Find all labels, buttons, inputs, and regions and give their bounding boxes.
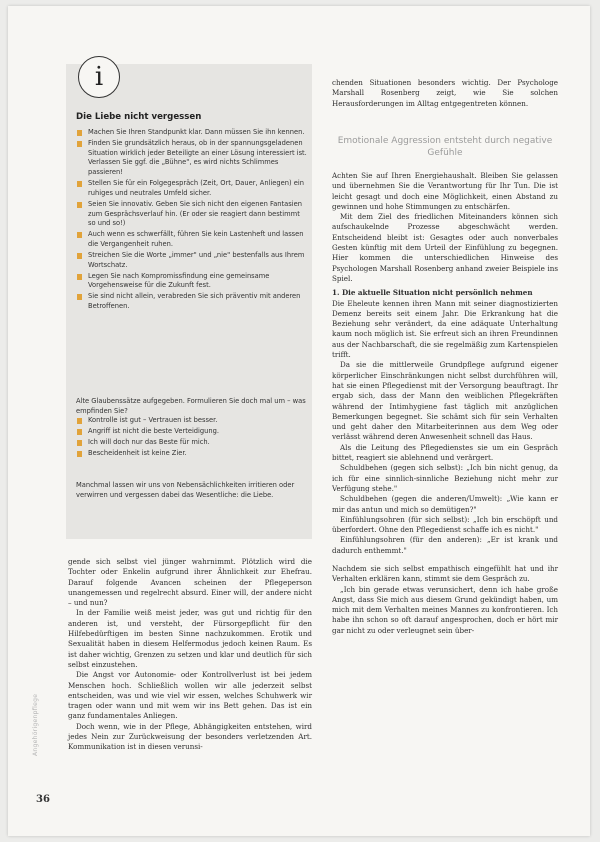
paragraph: Die Angst vor Autonomie- oder Kontrollverlust ist bei jedem Menschen hoch. Schließlich wollen wir alle jederzeit selbst entscheiden, was und wie viel wir essen, welches Schuhwerk wir tragen oder wann und mit wem wir ins Bett gehen. Das ist ein ganz fundamentales Anliegen. [68, 670, 312, 721]
list-item: Sie sind nicht allein, verabreden Sie sich präventiv mit anderen Betroffenen. [76, 292, 308, 311]
info-box [66, 64, 312, 539]
tips-list [76, 128, 308, 313]
bullet-icon [77, 451, 82, 457]
list-item: Machen Sie Ihren Standpunkt klar. Dann müssen Sie ihn kennen. [76, 128, 308, 138]
right-column-top [332, 78, 558, 109]
dialog-line: Einfühlungsohren (für sich selbst): „Ich bin erschöpft und überfordert. Ohne den Pflegedienst schaffe ich es nicht." [332, 514, 558, 535]
paragraph: Doch wenn, wie in der Pflege, Abhängigkeiten entstehen, wird jedes Nein zur Zurückweisung der besonders verletzenden Art. Kommunikation ist in diesen verunsi- [68, 721, 312, 752]
section-heading: 1. Die aktuelle Situation nicht persönlich nehmen [332, 288, 533, 298]
bullet-icon [77, 253, 82, 259]
dialog-line: Einfühlungsohren (für den anderen): „Er ist krank und dadurch enthemmt." [332, 535, 558, 555]
paragraph: Nachdem sie sich selbst empathisch eingefühlt hat und ihr Verhalten erklären kann, stimmt sie dem Gespräch zu. [332, 563, 558, 584]
list-item: Bescheidenheit ist keine Zier. [76, 449, 308, 459]
bullet-icon [77, 294, 82, 300]
dialog-line: Schuldbehen (gegen die anderen/Umwelt): „Wie kann er mir das antun und mich so demütigen?" [332, 494, 558, 514]
dialog-line: Schuldbehen (gegen sich selbst): „Ich bin nicht genug, da ich für eine sinnlich-sinnliche Beziehung nicht mehr zur Verfügung stehe." [332, 463, 558, 493]
page-number: 36 [36, 794, 50, 805]
bullet-icon [77, 130, 82, 136]
paragraph: Als die Leitung des Pflegedienstes sie um ein Gespräch bittet, reagiert sie ablehnend und verärgert. [332, 442, 558, 463]
paragraph: gende sich selbst viel jünger wahrnimmt. Plötzlich wird die Tochter oder Enkelin aufgrund ihrer Ähnlichkeit zur Ehefrau. Darauf folgende Avancen scheinen der Pflegeperson unangemessen und regelrecht absurd. Einer will, der andere nicht – und nun? [68, 557, 312, 608]
beliefs-intro: Alte Glaubenssätze aufgegeben. Formulieren Sie doch mal um – was empfinden Sie? [76, 397, 306, 415]
bullet-icon [77, 440, 82, 446]
paragraph: In der Familie weiß meist jeder, was gut und richtig für den anderen ist, und versteht, der Fürsorgepflicht für den Hilfebedürftigen im besten Sinne nachzukommen. Erotik und Sexualität haben in diesem Helfermodus jedoch keinen Raum. Es ist daher wichtig, Grenzen zu setzen und klar und deutlich für sich selbst einzustehen. [68, 608, 312, 669]
beliefs-list [76, 416, 308, 460]
paragraph: „Ich bin gerade etwas verunsichert, denn ich habe große Angst, dass Sie mich aus diesem Grund gekündigt haben, um mich mit dem Verhalten meines Mannes zu konfrontieren. Ich habe ihn schon so oft darauf angesprochen, doch er hört mir gar nicht zu oder verleugnet sein über- [332, 584, 558, 635]
bullet-icon [77, 232, 82, 238]
paragraph: Mit dem Ziel des friedlichen Miteinanders können sich aufschaukelnde Prozesse abgeschwächt werden. Entscheidend bleibt ist: Gesagtes oder auch nonverbales Gesten künftig mit dem Urteil der Einfühlung zu begegnen. Hier kommen die unterschiedlichen Hinweise des Psychologen Marshall Rosenberg anhand zweier Beispiele ins Spiel. [332, 212, 558, 283]
subheading: Emotionale Aggression entsteht durch negative Gefühle [337, 136, 553, 158]
list-item: Finden Sie grundsätzlich heraus, ob in der spannungsgeladenen Situation wirklich jeder Beteiligte an einer Lösung interessiert ist. Verlassen Sie ggf. die „Bühne", es wird nichts Schlimmes passieren! [76, 139, 308, 178]
list-item: Legen Sie nach Kompromissfindung eine gemeinsame Vorgehensweise für die Zukunft fest. [76, 272, 308, 291]
bullet-icon [77, 141, 82, 147]
bullet-icon [77, 202, 82, 208]
paragraph: Achten Sie auf Ihren Energiehaushalt. Bleiben Sie gelassen und übernehmen Sie die Verantwortung für Ihr Tun. Die ist leicht gesagt und doch eine Möglichkeit, einen Abstand zu gewinnen und hohe Stimmungen zu entschärfen. [332, 171, 558, 211]
info-box-title: Die Liebe nicht vergessen [76, 112, 202, 122]
list-item: Seien Sie innovativ. Geben Sie sich nicht den eigenen Fantasien zum Gesprächsverlauf hin. (Er oder sie reagiert dann bestimmt so und so!) [76, 200, 308, 229]
running-title: Angehörigenpflege [32, 693, 39, 756]
list-item: Kontrolle ist gut – Vertrauen ist besser. [76, 416, 308, 426]
right-column [332, 171, 558, 636]
bullet-icon [77, 429, 82, 435]
paragraph: chenden Situationen besonders wichtig. Der Psychologe Marshall Rosenberg zeigt, wie Sie solchen Herausforderungen im Alltag entgegentreten können. [332, 78, 558, 108]
list-item: Streichen Sie die Worte „immer" und „nie" bestenfalls aus Ihrem Wortschatz. [76, 251, 308, 270]
list-item: Angriff ist nicht die beste Verteidigung. [76, 427, 308, 437]
list-item: Stellen Sie für ein Folgegespräch (Zeit, Ort, Dauer, Anliegen) ein ruhiges und neutrales Umfeld sicher. [76, 179, 308, 198]
closing-text: Manchmal lassen wir uns von Nebensächlichkeiten irritieren oder verwirren und vergessen dabei das Wesentliche: die Liebe. [76, 481, 295, 499]
left-column [68, 557, 312, 753]
paragraph: Da sie die mittlerweile Grundpflege aufgrund eigener körperlicher Einschränkungen nicht selbst durchführen will, hat sie einen Pflegedienst mit der Versorgung beauftragt. Ihr ergab sich, dass der Mann den weiblichen Pflegekräften während der Intimhygiene fast täglich mit anzüglichen Bemerkungen begegnet. Sie schämt sich für sein Verhalten und geht daher den Mitarbeiterinnen aus dem Weg oder verlässt während deren Anwesenheit schnell das Haus. [332, 360, 558, 442]
info-icon: i [78, 56, 120, 98]
bullet-icon [77, 274, 82, 280]
bullet-icon [77, 418, 82, 424]
list-item: Ich will doch nur das Beste für mich. [76, 438, 308, 448]
list-item: Auch wenn es schwerfällt, führen Sie kein Lastenheft und lassen die Vergangenheit ruhen. [76, 230, 308, 249]
page [8, 6, 590, 836]
bullet-icon [77, 181, 82, 187]
paragraph: Die Eheleute kennen ihren Mann mit seiner diagnostizierten Demenz bereits seit einem Jahr. Die Erkrankung hat die Beziehung sehr verändert, da eine adäquate Unterhaltung kaum noch möglich ist. Sie erfreut sich an ihren Freundinnen aus der Nachbarschaft, die sie regelmäßig zum Kartenspielen trifft. [332, 298, 558, 360]
